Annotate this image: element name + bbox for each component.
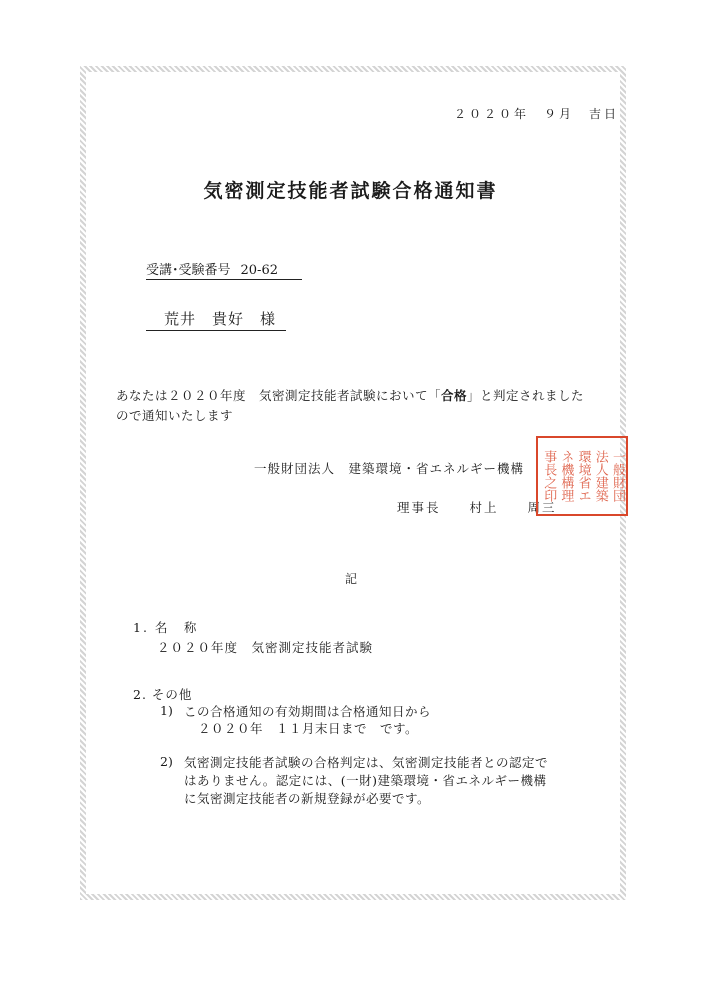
seal-column: ネ機構理 [558, 450, 574, 502]
ki-marker: 記 [345, 572, 358, 586]
notice-line-1-prefix: あなたは２０２０年度 気密測定技能者試験において「 [116, 388, 442, 403]
item-2-line: 気密測定技能者試験の合格判定は、気密測定技能者との認定で [184, 755, 549, 770]
recipient-name: 荒井 貴好 様 [146, 308, 286, 331]
section-1-body: ２０２０年度 気密測定技能者試験 [157, 640, 374, 655]
seal-column: 事長之印 [541, 450, 557, 502]
notice-line-1 [116, 386, 584, 406]
seal-column: 法人建築 [592, 450, 608, 502]
item-2-number: 2) [160, 754, 173, 769]
exam-number-label: 受講･受験番号 [146, 263, 231, 278]
notice-paragraph [116, 386, 584, 426]
item-1-line: ２０２０年 １１月末日まで です。 [198, 721, 419, 736]
notice-line-1-suffix: 」と判定されました [467, 388, 585, 403]
item-1-line: この合格通知の有効期間は合格通知日から [184, 704, 432, 719]
notice-line-2: ので通知いたします [116, 408, 234, 423]
exam-number-value: 20-62 [240, 263, 278, 278]
issuer-chair: 理事長 村上 周三 [397, 500, 557, 515]
issue-date: ２０２０年 ９月 吉日 [454, 107, 620, 121]
page-title: 気密測定技能者試験合格通知書 [203, 180, 498, 202]
seal-column: 一般財団 [610, 450, 625, 502]
pass-result: 合格 [441, 388, 468, 403]
official-seal-stamp [536, 436, 628, 516]
item-2-line: はありません。認定には、(一財)建築環境・省エネルギー機構 [184, 773, 547, 788]
seal-column: 環境省エ [575, 450, 591, 502]
issuer-organization: 一般財団法人 建築環境・省エネルギー機構 [254, 461, 525, 476]
item-1-text [184, 703, 431, 737]
item-2-line: に気密測定技能者の新規登録が必要です。 [184, 791, 431, 806]
section-1-heading: 1. 名 称 [133, 620, 199, 635]
item-2-text [184, 754, 548, 808]
section-2-heading: 2. その他 [133, 687, 193, 702]
item-1-number: 1) [160, 703, 173, 718]
exam-number-field [146, 259, 302, 280]
